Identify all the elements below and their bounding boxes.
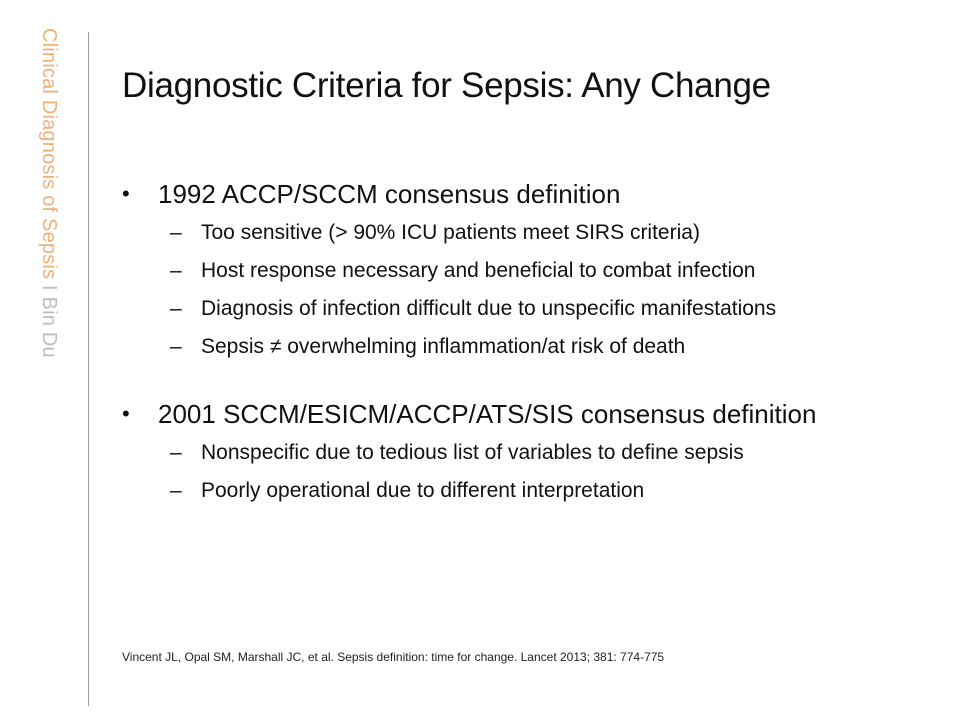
reference-citation: Vincent JL, Opal SM, Marshall JC, et al. Sepsis definition: time for change. Lancet 2013; 381: 774-775: [122, 650, 665, 664]
dash-icon: –: [170, 297, 182, 320]
sub-bullet-text: Diagnosis of infection difficult due to unspecific manifestations: [201, 297, 777, 320]
side-label-author: Bin Du: [38, 296, 60, 358]
dash-icon: –: [170, 259, 182, 282]
sub-bullet-item: [122, 472, 922, 510]
sub-bullet-item: [122, 214, 922, 252]
slide-content: [122, 174, 922, 538]
sub-bullet-item: [122, 328, 922, 366]
bullet-group-2001: [122, 394, 922, 510]
dash-icon: –: [170, 479, 182, 502]
bullet-dot-icon: •: [122, 401, 130, 426]
slide-title: Diagnostic Criteria for Sepsis: Any Change: [122, 66, 771, 105]
bullet-group-1992: [122, 174, 922, 366]
sub-bullet-item: [122, 252, 922, 290]
dash-icon: –: [170, 221, 182, 244]
bullet-item: [122, 174, 922, 214]
dash-icon: –: [170, 441, 182, 464]
sub-bullet-item: [122, 290, 922, 328]
vertical-divider: [88, 32, 89, 706]
side-label-separator: I: [38, 285, 60, 291]
bullet-text: 2001 SCCM/ESICM/ACCP/ATS/SIS consensus definition: [158, 399, 817, 429]
bullet-text: 1992 ACCP/SCCM consensus definition: [158, 179, 621, 209]
sub-bullet-item: [122, 434, 922, 472]
side-label: [36, 28, 62, 358]
bullet-dot-icon: •: [122, 181, 130, 206]
sub-bullet-text: Too sensitive (> 90% ICU patients meet SIRS criteria): [201, 221, 700, 244]
dash-icon: –: [170, 335, 182, 358]
side-label-title: Clinical Diagnosis of Sepsis: [38, 28, 60, 280]
sub-bullet-text: Sepsis ≠ overwhelming inflammation/at risk of death: [201, 335, 686, 358]
bullet-item: [122, 394, 922, 434]
sub-bullet-text: Poorly operational due to different interpretation: [201, 479, 645, 502]
sub-bullet-text: Nonspecific due to tedious list of variables to define sepsis: [201, 441, 744, 464]
sub-bullet-text: Host response necessary and beneficial to combat infection: [201, 259, 756, 282]
